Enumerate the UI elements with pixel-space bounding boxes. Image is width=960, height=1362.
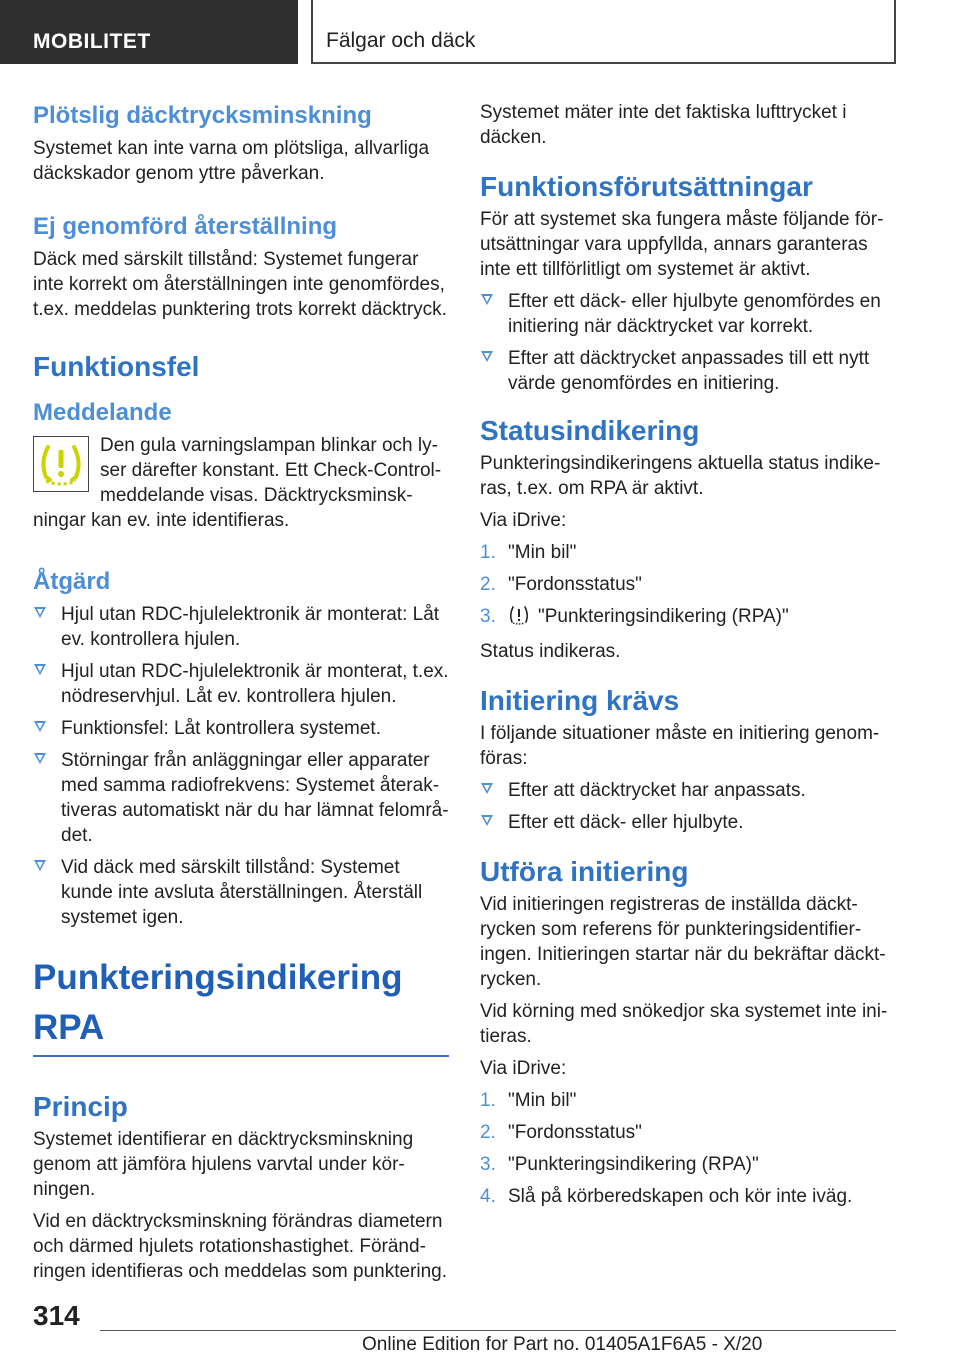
list-item: Störningar från anläggningar eller apparater med samma radiofrekvens: Systemet återaktiveras automatiskt när du har lämnat felområdet. xyxy=(33,748,449,848)
list-item: 3. "Punkteringsindikering (RPA)" xyxy=(480,604,896,632)
triangle-bullet-icon xyxy=(481,815,493,826)
tire-warning-icon xyxy=(508,605,530,632)
chapter-tab xyxy=(311,0,896,64)
list-item: 2. "Fordonsstatus" xyxy=(480,1122,642,1143)
text-utfora-2: Vid körning med snökedjor ska systemet inte initieras. xyxy=(480,1001,888,1047)
chapter-title: Fälgar och däck xyxy=(326,29,476,52)
list-item: Efter att däcktrycket har anpassats. xyxy=(480,778,896,803)
text-utfora-1: Vid initieringen registreras de inställda däcktrycken som referens för punkteringsidentifieringen. Initieringen startar när du bekräftar däcktrycken. xyxy=(480,894,886,990)
heading-status: Statusindikering xyxy=(480,415,700,446)
initiering-list xyxy=(480,778,896,835)
text-status: Punkteringsindikeringens aktuella status indikeras, t.ex. om RPA är aktivt. xyxy=(480,453,881,499)
triangle-bullet-icon xyxy=(34,607,46,618)
triangle-bullet-icon xyxy=(34,721,46,732)
triangle-bullet-icon xyxy=(34,664,46,675)
triangle-bullet-icon xyxy=(481,351,493,362)
text-princip-1: Systemet identifierar en däcktrycksminskning genom att jämföra hjulens varvtal under körningen. xyxy=(33,1129,414,1200)
heading-plotslig: Plötslig däcktrycksminskning xyxy=(33,102,372,129)
list-item: Hjul utan RDC-hjulelektronik är monterat, t.ex. nödreservhjul. Låt ev. kontrollera hjulen. xyxy=(33,659,449,709)
heading-funktionsfel: Funktionsfel xyxy=(33,351,200,382)
forutsattningar-list xyxy=(480,289,896,396)
text-princip-2: Vid en däcktrycksminskning förändras diametern och därmed hjulets rotationshastighet. Förändringen identifieras och meddelas som punktering. xyxy=(33,1211,448,1282)
heading-ej-genomford: Ej genomförd återställning xyxy=(33,213,338,240)
list-item: Hjul utan RDC-hjulelektronik är monterat: Låt ev. kontrollera hjulen. xyxy=(33,602,449,652)
utfora-steps xyxy=(480,1088,896,1209)
text-status-indikeras: Status indikeras. xyxy=(480,641,621,662)
heading-forutsattningar: Funktionsförutsättningar xyxy=(480,171,813,202)
list-item: Vid däck med särskilt tillstånd: Systemet kunde inte avsluta återställningen. Återställ systemet igen. xyxy=(33,855,449,930)
text-plotslig: Systemet kan inte varna om plötsliga, allvarliga däckskador genom yttre påverkan. xyxy=(33,138,430,184)
status-steps xyxy=(480,540,896,632)
list-item: 1. "Min bil" xyxy=(480,1090,577,1111)
triangle-bullet-icon xyxy=(34,753,46,764)
list-item: 1. "Min bil" xyxy=(480,542,577,563)
left-column xyxy=(33,100,449,1291)
heading-meddelande: Meddelande xyxy=(33,399,172,426)
right-column xyxy=(480,100,896,1216)
page-number: 314 xyxy=(33,1300,80,1331)
text-meddelande: Den gula varningslampan blinkar och lyser därefter konstant. Ett Check-Control-meddelande visas. Däcktrycksminskningar kan ev. inte identifieras. xyxy=(33,435,442,531)
message-block xyxy=(33,433,449,533)
section-title: MOBILITET xyxy=(33,30,151,53)
heading-atgard: Åtgärd xyxy=(33,568,111,595)
triangle-bullet-icon xyxy=(481,294,493,305)
heading-initiering-kravs: Initiering krävs xyxy=(480,685,680,716)
heading-utfora: Utföra initiering xyxy=(480,856,689,887)
section-tab xyxy=(0,0,298,64)
text-intro: Systemet mäter inte det faktiska lufttrycket i däcken. xyxy=(480,102,847,148)
heading-princip: Princip xyxy=(33,1091,128,1122)
text-ej-genomford: Däck med särskilt tillstånd: Systemet fungerar inte korrekt om återställningen inte genomfördes, t.ex. meddelas punktering trots korrekt däcktryck. xyxy=(33,249,447,320)
edition-text: Online Edition for Part no. 01405A1F6A5 - X/20 xyxy=(362,1334,763,1355)
list-item: Funktionsfel: Låt kontrollera systemet. xyxy=(33,716,449,741)
triangle-bullet-icon xyxy=(34,860,46,871)
text-via-idrive-2: Via iDrive: xyxy=(480,1058,567,1079)
list-item: 4. Slå på körberedskapen och kör inte iväg. xyxy=(480,1186,853,1207)
list-item: 2. "Fordonsstatus" xyxy=(480,574,642,595)
list-item: Efter ett däck- eller hjulbyte. xyxy=(480,810,896,835)
atgard-list xyxy=(33,602,449,930)
tire-warning-lamp-icon xyxy=(33,436,89,492)
text-via-idrive-1: Via iDrive: xyxy=(480,510,567,531)
list-item: 3. "Punkteringsindikering (RPA)" xyxy=(480,1154,759,1175)
text-initiering-kravs: I följande situationer måste en initiering genomföras: xyxy=(480,723,880,769)
triangle-bullet-icon xyxy=(481,783,493,794)
list-item: Efter ett däck- eller hjulbyte genomfördes en initiering när däcktrycket var korrekt. xyxy=(480,289,896,339)
text-forutsattningar: För att systemet ska fungera måste följande förutsättningar vara uppfyllda, annars garanteras inte ett tillförlitligt om systemet är aktivt. xyxy=(480,209,884,280)
heading-rpa: Punkteringsindikering RPA xyxy=(33,953,449,1057)
list-item: Efter att däcktrycket anpassades till ett nytt värde genomfördes en initiering. xyxy=(480,346,896,396)
footer-divider xyxy=(100,1330,896,1331)
